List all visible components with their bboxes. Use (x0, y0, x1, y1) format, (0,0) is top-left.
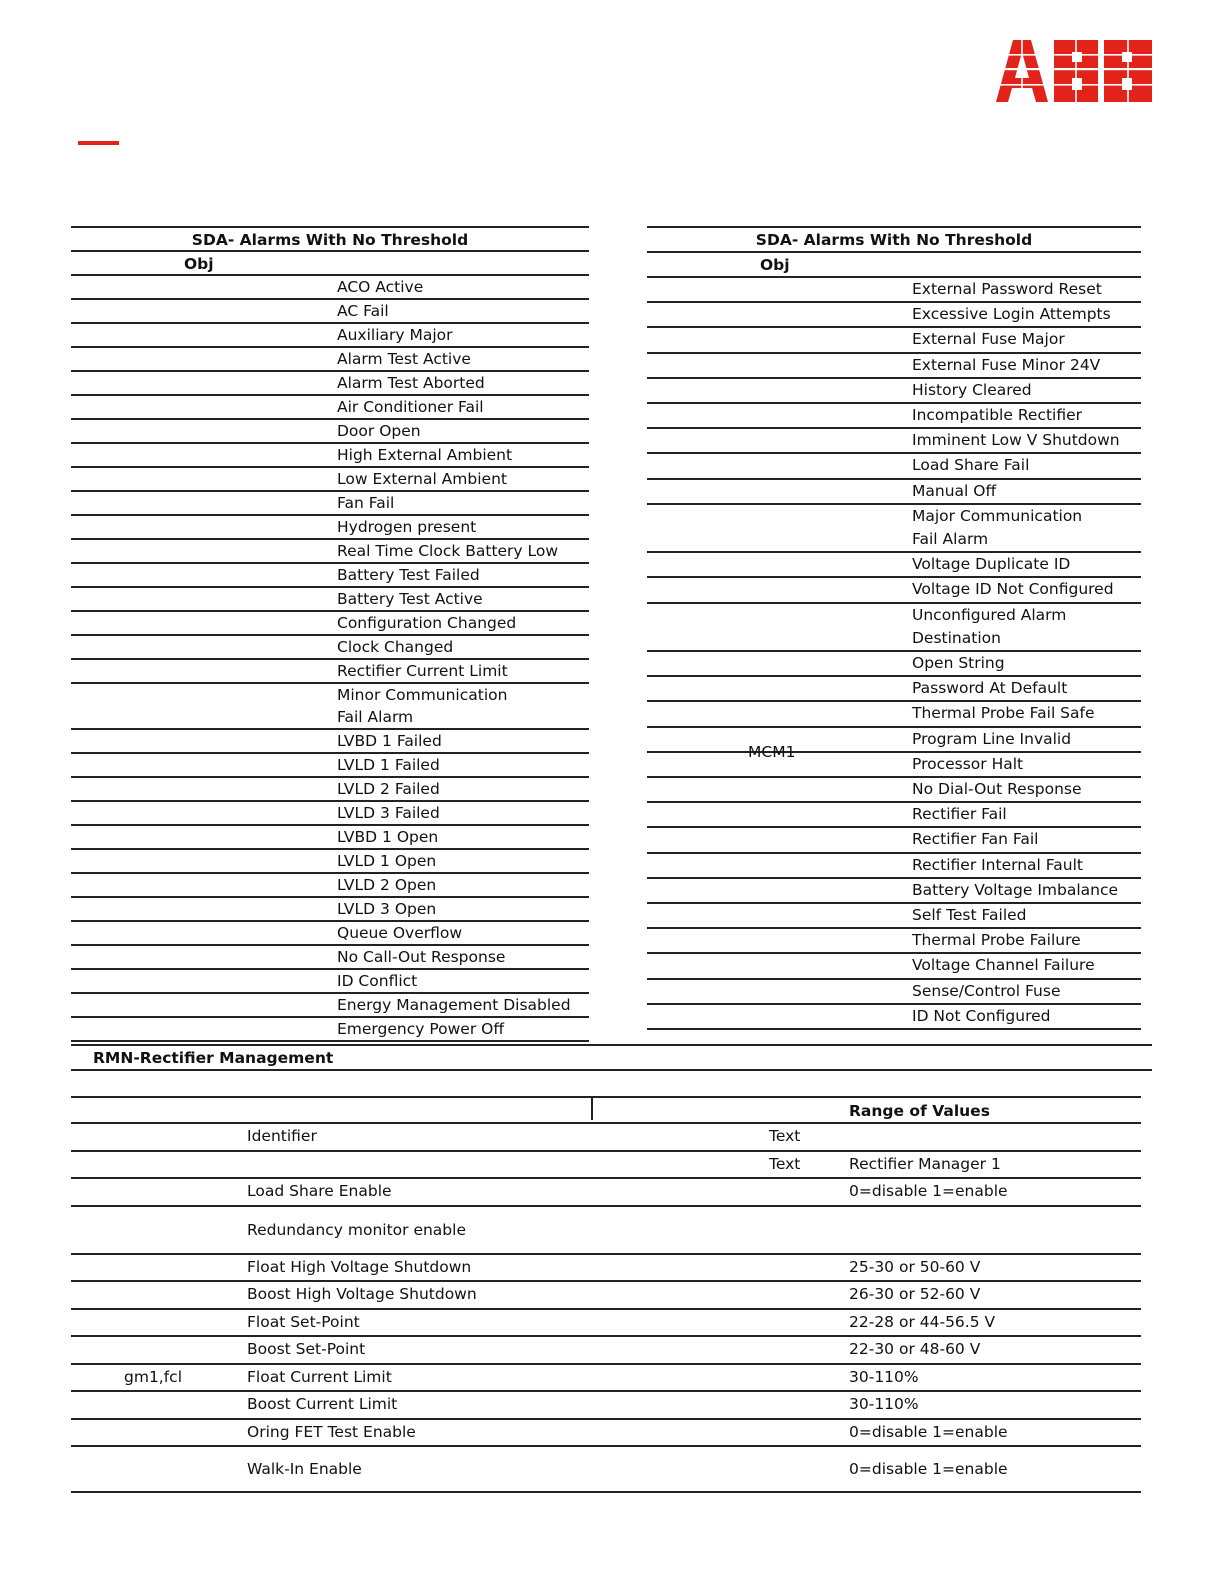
alarm-name: Emergency Power Off (337, 1020, 505, 1038)
table-row (647, 753, 1141, 778)
sda-left-obj-header: Obj (71, 252, 589, 276)
table-row (647, 354, 1141, 379)
table-row (71, 276, 589, 300)
alarm-name: Incompatible Rectifier (912, 406, 1083, 425)
rmn-range: 30-110% (849, 1395, 919, 1413)
alarm-name: Load Share Fail (912, 456, 1030, 475)
table-row (647, 278, 1141, 303)
alarm-name: Minor Communication Fail Alarm (337, 686, 508, 726)
table-row (647, 854, 1141, 879)
alarm-name: Imminent Low V Shutdown (912, 431, 1120, 450)
table-row (647, 677, 1141, 702)
table-row (647, 1005, 1141, 1030)
table-row (71, 802, 589, 826)
table-row (647, 778, 1141, 803)
sda-left-title: SDA- Alarms With No Threshold (71, 226, 589, 252)
table-row (647, 505, 1141, 553)
table-row (71, 1282, 1141, 1310)
table-row (647, 652, 1141, 677)
table-row (71, 850, 589, 874)
alarm-name: Major Communication Fail Alarm (912, 506, 1083, 549)
rmn-title-text: RMN-Rectifier Management (93, 1049, 334, 1067)
column-divider (591, 1096, 593, 1120)
alarm-name: External Fuse Major (912, 330, 1065, 349)
sda-right-obj-value: MCM1 (748, 743, 796, 761)
sda-table-left (71, 226, 589, 1042)
alarm-name: No Dial-Out Response (912, 780, 1082, 799)
table-row (71, 324, 589, 348)
alarm-name: Rectifier Fan Fail (912, 830, 1039, 849)
table-row (71, 1420, 1141, 1448)
sda-table-right (647, 226, 1141, 1030)
table-row (71, 1207, 1141, 1255)
alarm-name: Alarm Test Active (337, 350, 471, 368)
table-row (647, 404, 1141, 429)
table-row (647, 429, 1141, 454)
alarm-name: LVLD 1 Open (337, 852, 437, 870)
alarm-name: Clock Changed (337, 638, 454, 656)
table-row (647, 454, 1141, 479)
alarm-name: Rectifier Fail (912, 805, 1007, 824)
table-row (647, 604, 1141, 652)
alarm-name: Rectifier Current Limit (337, 662, 508, 680)
rmn-rows (71, 1124, 1141, 1493)
table-row (647, 904, 1141, 929)
table-row (71, 1124, 1141, 1152)
rmn-param: Boost Current Limit (247, 1395, 398, 1413)
rmn-range: 0=disable 1=enable (849, 1182, 1008, 1200)
alarm-name: High External Ambient (337, 446, 513, 464)
rmn-range-header: Range of Values (849, 1102, 990, 1120)
table-row (647, 828, 1141, 853)
rmn-param: Identifier (247, 1127, 317, 1145)
alarm-name: No Call-Out Response (337, 948, 506, 966)
alarm-name: Alarm Test Aborted (337, 374, 485, 392)
rmn-range: 26-30 or 52-60 V (849, 1285, 981, 1303)
rmn-param: Walk-In Enable (247, 1460, 362, 1478)
alarm-name: Real Time Clock Battery Low (337, 542, 559, 560)
table-row (647, 728, 1141, 753)
rmn-param: Redundancy monitor enable (247, 1220, 466, 1239)
alarm-name: Excessive Login Attempts (912, 305, 1111, 324)
alarm-name: Unconfigured Alarm Destination (912, 605, 1067, 647)
table-row (71, 540, 589, 564)
alarm-name: LVBD 1 Open (337, 828, 439, 846)
table-row (71, 420, 589, 444)
rmn-range: 0=disable 1=enable (849, 1422, 1008, 1441)
abb-logo (996, 40, 1154, 102)
table-row (71, 612, 589, 636)
table-row (71, 660, 589, 684)
alarm-name: ID Not Configured (912, 1006, 1051, 1025)
alarm-name: Door Open (337, 422, 421, 440)
rmn-param: Boost High Voltage Shutdown (247, 1285, 477, 1303)
table-row (71, 970, 589, 994)
rmn-range: Rectifier Manager 1 (849, 1154, 1001, 1173)
table-row (647, 303, 1141, 328)
alarm-name: ACO Active (337, 278, 424, 296)
accent-bar (78, 141, 119, 145)
alarm-name: Voltage Channel Failure (912, 956, 1095, 975)
rmn-title (71, 1044, 1152, 1071)
alarm-name: LVLD 2 Failed (337, 780, 440, 798)
table-row (71, 684, 589, 730)
table-row (647, 702, 1141, 727)
table-row (71, 826, 589, 850)
alarm-name: Battery Test Failed (337, 566, 480, 584)
rmn-range: 0=disable 1=enable (849, 1460, 1008, 1478)
rmn-range: 25-30 or 50-60 V (849, 1257, 981, 1276)
table-row (647, 929, 1141, 954)
rmn-range: 22-28 or 44-56.5 V (849, 1312, 996, 1331)
alarm-name: LVLD 1 Failed (337, 756, 440, 774)
table-row (71, 396, 589, 420)
rmn-param: Oring FET Test Enable (247, 1422, 416, 1441)
table-row (71, 1447, 1141, 1493)
table-row (71, 1179, 1141, 1207)
table-row (71, 1392, 1141, 1420)
alarm-name: ID Conflict (337, 972, 418, 990)
table-row (71, 444, 589, 468)
alarm-name: Low External Ambient (337, 470, 507, 488)
alarm-name: Processor Halt (912, 754, 1024, 773)
sda-right-title: SDA- Alarms With No Threshold (647, 226, 1141, 253)
table-row (71, 516, 589, 540)
rmn-obj-value: gm1,fcl (124, 1367, 183, 1386)
sda-right-rows (647, 278, 1141, 1030)
table-row (71, 588, 589, 612)
sda-right-obj-header: Obj (647, 253, 1141, 278)
table-row (647, 553, 1141, 578)
alarm-name: History Cleared (912, 380, 1032, 399)
rmn-param: Boost Set-Point (247, 1340, 366, 1358)
alarm-name: Self Test Failed (912, 906, 1027, 925)
alarm-name: Fan Fail (337, 494, 395, 512)
alarm-name: Queue Overflow (337, 924, 463, 942)
table-row (71, 468, 589, 492)
alarm-name: Program Line Invalid (912, 729, 1072, 748)
alarm-name: Password At Default (912, 679, 1068, 698)
table-row (71, 1018, 589, 1042)
alarm-name: Energy Management Disabled (337, 996, 571, 1014)
table-row (647, 980, 1141, 1005)
alarm-name: Voltage ID Not Configured (912, 580, 1114, 599)
table-row (647, 803, 1141, 828)
rmn-type: Text (769, 1154, 801, 1173)
table-row (647, 480, 1141, 505)
alarm-name: Auxiliary Major (337, 326, 453, 344)
table-row (647, 879, 1141, 904)
table-row (71, 1255, 1141, 1283)
rmn-header-row (71, 1096, 1141, 1124)
table-row (647, 328, 1141, 353)
alarm-name: Thermal Probe Failure (912, 931, 1081, 950)
table-row (71, 1365, 1141, 1393)
alarm-name: Thermal Probe Fail Safe (912, 704, 1095, 723)
table-row (71, 636, 589, 660)
table-row (647, 578, 1141, 603)
alarm-name: AC Fail (337, 302, 389, 320)
table-row (71, 372, 589, 396)
table-row (71, 994, 589, 1018)
rmn-table (71, 1096, 1141, 1493)
table-row (71, 492, 589, 516)
alarm-name: Sense/Control Fuse (912, 981, 1061, 1000)
table-row (71, 1152, 1141, 1180)
table-row (647, 379, 1141, 404)
alarm-name: Configuration Changed (337, 614, 517, 632)
alarm-name: LVLD 3 Open (337, 900, 437, 918)
alarm-name: Open String (912, 654, 1005, 673)
table-row (71, 946, 589, 970)
alarm-name: External Fuse Minor 24V (912, 355, 1101, 374)
table-row (71, 300, 589, 324)
table-row (71, 778, 589, 802)
rmn-param: Float Set-Point (247, 1312, 360, 1331)
alarm-name: Manual Off (912, 481, 997, 500)
alarm-name: LVBD 1 Failed (337, 732, 442, 750)
alarm-name: LVLD 2 Open (337, 876, 437, 894)
alarm-name: Hydrogen present (337, 518, 477, 536)
alarm-name: Battery Test Active (337, 590, 483, 608)
rmn-param: Float High Voltage Shutdown (247, 1257, 472, 1276)
alarm-name: Voltage Duplicate ID (912, 555, 1071, 574)
table-row (71, 730, 589, 754)
alarm-name: External Password Reset (912, 280, 1102, 298)
table-row (71, 922, 589, 946)
sda-left-rows (71, 276, 589, 1042)
alarm-name: LVLD 3 Failed (337, 804, 440, 822)
table-row (71, 754, 589, 778)
alarm-name: Battery Voltage Imbalance (912, 880, 1119, 899)
table-row (71, 348, 589, 372)
alarm-name: Air Conditioner Fail (337, 398, 484, 416)
table-row (647, 954, 1141, 979)
table-row (71, 1337, 1141, 1365)
rmn-type: Text (769, 1127, 801, 1145)
table-row (71, 1310, 1141, 1338)
rmn-range: 30-110% (849, 1367, 919, 1386)
table-row (71, 898, 589, 922)
alarm-name: Rectifier Internal Fault (912, 855, 1083, 874)
table-row (71, 564, 589, 588)
rmn-param: Load Share Enable (247, 1182, 392, 1200)
table-row (71, 874, 589, 898)
rmn-range: 22-30 or 48-60 V (849, 1340, 981, 1358)
rmn-param: Float Current Limit (247, 1367, 392, 1386)
